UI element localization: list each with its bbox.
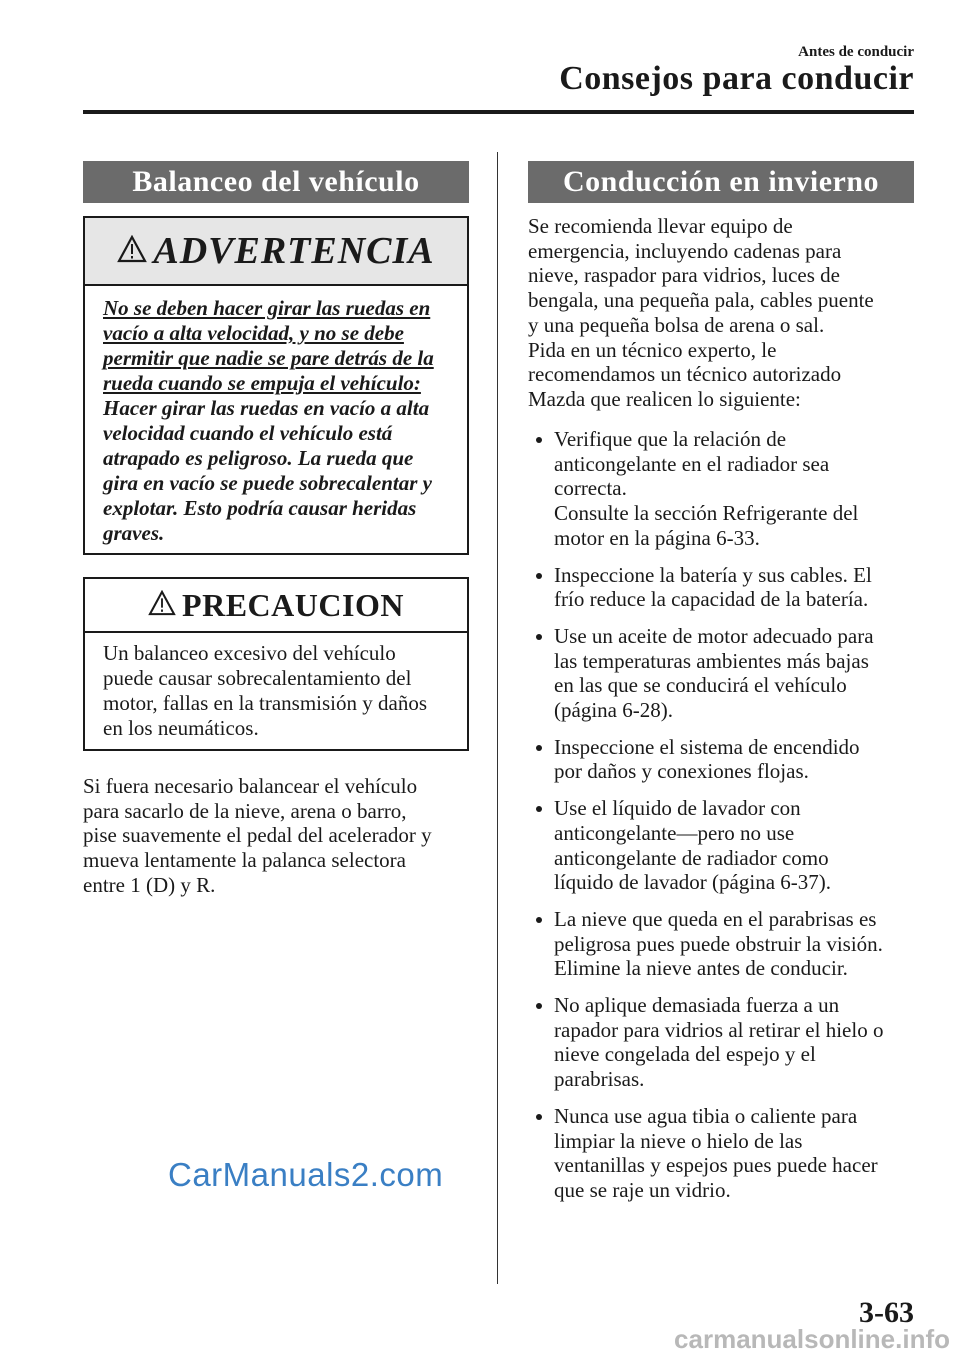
bullet-line: las temperaturas ambientes más bajas (554, 648, 869, 673)
bullet-line: anticongelante―pero no use (554, 820, 795, 845)
warning-underlined-line: vacío a alta velocidad, y no se debe (103, 321, 404, 345)
left-section-title: Balanceo del vehículo (83, 161, 469, 203)
bullet-line: (página 6-28). (554, 698, 673, 723)
paragraph-line: entre 1 (D) y R. (83, 872, 216, 897)
warning-underlined-line: rueda cuando se empuja el vehículo: (103, 371, 421, 395)
caution-header (85, 579, 467, 633)
right-section-title: Conducción en invierno (528, 161, 914, 203)
bullet-line: rapador para vidrios al retirar el hielo o (554, 1017, 884, 1042)
intro-line: y una pequeña bolsa de arena o sal. (528, 312, 825, 337)
page-number: 3-63 (859, 1296, 914, 1329)
caution-body-line: en los neumáticos. (103, 716, 259, 740)
warning-body-line: explotar. Esto podría causar heridas (103, 496, 417, 520)
footer-watermark: carmanualsonline.info (674, 1324, 950, 1354)
bullet-line: motor en la página 6-33. (554, 525, 760, 550)
bullet-line: limpiar la nieve o hielo de las (554, 1128, 803, 1153)
bullet-line: frío reduce la capacidad de la batería. (554, 587, 869, 612)
bullet-line: Verifique que la relación de (554, 427, 787, 451)
list-item (528, 624, 920, 723)
bullet-dot-icon (536, 634, 542, 640)
warning-body-line: graves. (103, 521, 165, 545)
intro-line: emergencia, incluyendo cadenas para (528, 238, 842, 263)
bullet-line: Elimine la nieve antes de conducir. (554, 956, 848, 981)
bullet-line: Inspeccione el sistema de encendido (554, 734, 860, 759)
paragraph-line: para sacarlo de la nieve, arena o barro, (83, 798, 407, 823)
bullet-dot-icon (536, 806, 542, 812)
warning-underlined-line: permitir que nadie se pare detrás de la (103, 346, 434, 370)
bullet-line: correcta. (554, 476, 627, 501)
bullet-dot-icon (536, 1003, 542, 1009)
winter-bullet-list (528, 427, 920, 1215)
bullet-dot-icon (536, 745, 542, 751)
bullet-line: anticongelante en el radiador sea (554, 451, 830, 476)
intro-line: Se recomienda llevar equipo de (528, 214, 793, 238)
rocking-paragraph (83, 774, 483, 898)
list-item (528, 907, 920, 981)
intro-line: Pida en un técnico experto, le (528, 337, 777, 362)
column-divider (497, 152, 498, 1284)
bullet-line: por daños y conexiones flojas. (554, 759, 809, 784)
chapter-title: Consejos para conducir (559, 60, 914, 97)
paragraph-line: pise suavemente el pedal del acelerador y (83, 823, 432, 848)
intro-line: recomendamos un técnico autorizado (528, 362, 842, 387)
bullet-line: en las que se conducirá el vehículo (554, 673, 847, 698)
caution-box (83, 577, 469, 751)
bullet-line: líquido de lavador (página 6-37). (554, 870, 831, 895)
bullet-dot-icon (536, 573, 542, 579)
section-label: Antes de conducir (798, 44, 914, 60)
bullet-line: Nunca use agua tibia o caliente para (554, 1103, 858, 1128)
warning-body-line: velocidad cuando el vehículo está (103, 421, 393, 445)
bullet-line: No aplique demasiada fuerza a un (554, 993, 840, 1018)
bullet-line: ventanillas y espejos pues puede hacer (554, 1153, 878, 1178)
warning-title: ADVERTENCIA (153, 230, 435, 272)
bullet-line: peligrosa pues puede obstruir la visión. (554, 931, 883, 956)
warning-underlined-line: No se deben hacer girar las ruedas en (103, 296, 431, 320)
header-rule (83, 110, 914, 114)
list-item (528, 427, 920, 551)
bullet-line: Consulte la sección Refrigerante del (554, 501, 859, 526)
bullet-dot-icon (536, 1114, 542, 1120)
intro-line: bengala, una pequeña pala, cables puente (528, 288, 874, 313)
warning-box (83, 216, 469, 555)
bullet-line: nieve congelada del espejo y el (554, 1042, 816, 1067)
intro-line: Mazda que realicen lo siguiente: (528, 386, 801, 411)
caution-body-line: Un balanceo excesivo del vehículo (103, 641, 396, 665)
list-item (528, 563, 920, 612)
caution-body-line: puede causar sobrecalentamiento del (103, 666, 412, 690)
list-item (528, 993, 920, 1092)
list-item (528, 796, 920, 895)
warning-triangle-icon (117, 235, 147, 268)
bullet-line: que se raje un vidrio. (554, 1177, 731, 1202)
paragraph-line: Si fuera necesario balancear el vehículo (83, 774, 418, 798)
bullet-line: Inspeccione la batería y sus cables. El (554, 562, 872, 587)
warning-header (85, 218, 467, 286)
bullet-line: Use un aceite de motor adecuado para (554, 623, 874, 648)
caution-body-line: motor, fallas en la transmisión y daños (103, 691, 428, 715)
list-item (528, 1104, 920, 1203)
caution-title: PRECAUCION (182, 586, 404, 623)
paragraph-line: mueva lentamente la palanca selectora (83, 848, 406, 873)
bullet-line: parabrisas. (554, 1067, 645, 1092)
carmanuals-watermark: CarManuals2.com (168, 1156, 444, 1193)
list-item (528, 735, 920, 784)
bullet-line: Use el líquido de lavador con (554, 796, 801, 821)
bullet-dot-icon (536, 917, 542, 923)
warning-body-line: atrapado es peligroso. La rueda que (103, 446, 414, 470)
warning-body-line: gira en vacío se puede sobrecalentar y (103, 471, 432, 495)
warning-body (85, 286, 467, 558)
winter-intro (528, 214, 920, 412)
bullet-line: anticongelante de radiador como (554, 845, 829, 870)
warning-body-line: Hacer girar las ruedas en vacío a alta (103, 396, 430, 420)
bullet-dot-icon (536, 437, 542, 443)
intro-line: nieve, raspador para vidrios, luces de (528, 263, 840, 288)
bullet-line: La nieve que queda en el parabrisas es (554, 906, 877, 931)
caution-triangle-icon (148, 590, 176, 621)
caution-body (85, 633, 467, 753)
